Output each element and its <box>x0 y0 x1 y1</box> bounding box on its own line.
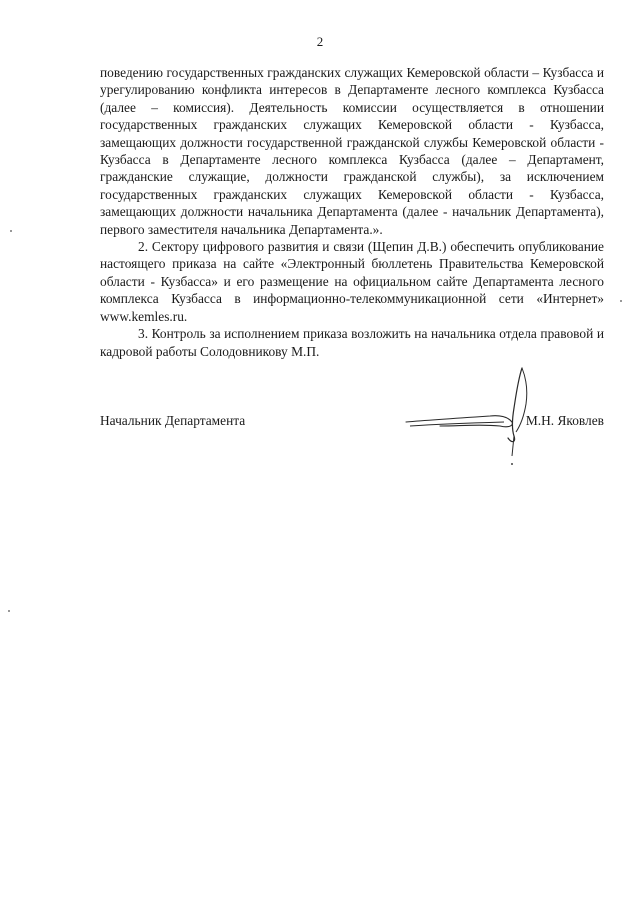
paragraph-item-3: 3. Контроль за исполнением приказа возложить на начальника отдела правовой и кадровой работы Солодовникову М.П. <box>100 326 604 359</box>
scan-speck <box>8 610 10 612</box>
scan-speck <box>10 230 12 232</box>
paragraph-commission: поведению государственных гражданских служащих Кемеровской области – Кузбасса и урегулированию конфликта интересов в Департаменте лесного комплекса Кузбасса (далее – комиссия). Деятельность комиссии осуществляется в отношении государственных гражданских служащих Кемеровской области - Кузбасса, замещающих должности государственной гражданской службы Кемеровской области - Кузбасса в Департаменте лесного комплекса Кузбасса (далее – Департамент, гражданские служащие, должности гражданской службы), за исключением государственных гражданских служащих Кемеровской области - Кузбасса, замещающих должности начальника Департамента (далее - начальник Департамента), первого заместителя начальника Департамента.». <box>100 65 604 237</box>
signer-title: Начальник Департамента <box>100 413 246 428</box>
page-number: 2 <box>316 34 324 49</box>
handwritten-signature <box>400 360 540 470</box>
paragraph-item-2: 2. Сектору цифрового развития и связи (Щепин Д.В.) обеспечить опубликование настоящего приказа на сайте «Электронный бюллетень Правительства Кемеровской области - Кузбасса» и его размещение на официальном сайте Департамента лесного комплекса Кузбасса в информационно-телекоммуникационной сети «Интернет» www.kemles.ru. <box>100 239 604 324</box>
document-body <box>100 64 604 360</box>
signature-block <box>100 412 604 472</box>
scan-speck <box>620 300 622 302</box>
signer-name: М.Н. Яковлев <box>525 413 604 428</box>
